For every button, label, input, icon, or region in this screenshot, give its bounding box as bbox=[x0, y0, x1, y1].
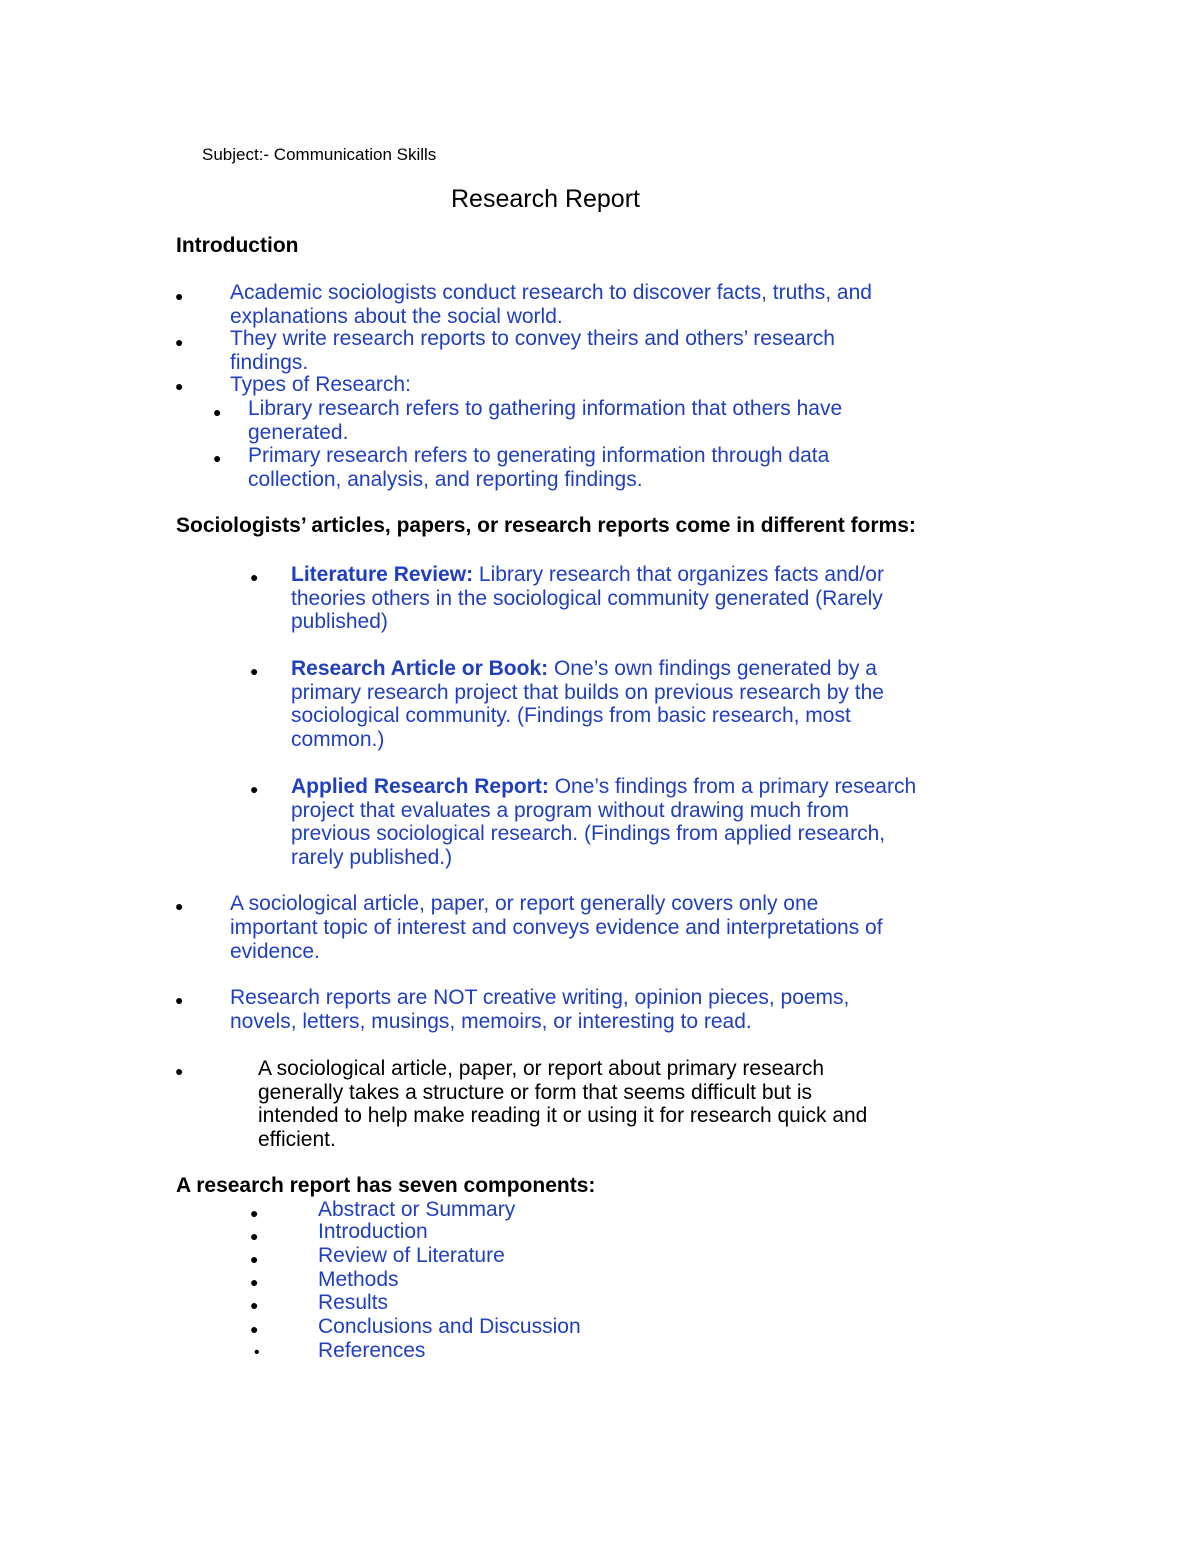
list-item: important topic of interest and conveys evidence and interpretations of evidence. bbox=[230, 916, 883, 963]
list-item: Library research refers to gathering information that others have generated. bbox=[248, 397, 843, 444]
list-item: Research Article or Book: One’s own findings generated by a primary research project that builds on previous research by the sociological community. (Findings from basic research, most common.) bbox=[291, 657, 884, 751]
bullet-icon: ● bbox=[250, 1297, 259, 1313]
list-item: Applied Research Report: One’s findings from a primary research project that evaluates a program without drawing much from previous sociological research. (Findings from applied research, rarely published.) bbox=[291, 775, 917, 869]
list-item: Literature Review: Library research that organizes facts and/or theories others in the sociological community generated (Rarely published) bbox=[291, 563, 884, 633]
list-item: Review of Literature bbox=[318, 1244, 505, 1267]
bullet-icon: ● bbox=[175, 992, 184, 1008]
bullet-icon: ● bbox=[175, 334, 184, 350]
list-item-clipped: A sociological article, paper, or report generally covers only one bbox=[230, 892, 819, 915]
list-item: Types of Research: bbox=[230, 373, 411, 396]
bullet-icon: ● bbox=[175, 1063, 184, 1079]
list-item: Academic sociologists conduct research to discover facts, truths, and explanations about the social world. bbox=[230, 281, 872, 328]
page-title: Research Report bbox=[451, 185, 640, 213]
list-item: References bbox=[318, 1339, 426, 1362]
list-item: Research reports are NOT creative writing, opinion pieces, poems, novels, letters, musings, memoirs, or interesting to read. bbox=[230, 986, 850, 1033]
bullet-icon: ● bbox=[213, 404, 222, 420]
list-item: Methods bbox=[318, 1268, 399, 1291]
components-heading: A research report has seven components: bbox=[176, 1174, 596, 1197]
intro-heading: Introduction bbox=[176, 234, 299, 257]
bullet-icon: • bbox=[254, 1344, 260, 1361]
bullet-icon: ● bbox=[250, 1205, 259, 1221]
bullet-icon: ● bbox=[250, 1321, 259, 1337]
list-item: They write research reports to convey theirs and others’ research findings. bbox=[230, 327, 835, 374]
bullet-icon: ● bbox=[175, 898, 184, 914]
list-item: Introduction bbox=[318, 1220, 428, 1243]
list-item: Abstract or Summary bbox=[318, 1198, 516, 1221]
list-item: A sociological article, paper, or report about primary research generally takes a structure or form that seems difficult but is intended to help make reading it or using it for research quick and efficient. bbox=[258, 1057, 868, 1151]
subject-line: Subject:- Communication Skills bbox=[202, 145, 437, 164]
bullet-icon: ● bbox=[250, 569, 259, 585]
forms-heading: Sociologists’ articles, papers, or research reports come in different forms: bbox=[176, 514, 916, 537]
bullet-icon: ● bbox=[175, 288, 184, 304]
list-item: Results bbox=[318, 1291, 389, 1314]
bullet-icon: ● bbox=[250, 1274, 259, 1290]
bullet-icon: ● bbox=[213, 450, 222, 466]
bullet-icon: ● bbox=[175, 378, 184, 394]
list-item: Conclusions and Discussion bbox=[318, 1315, 581, 1338]
bullet-icon: ● bbox=[250, 781, 259, 797]
bullet-icon: ● bbox=[250, 1251, 259, 1267]
list-item: Primary research refers to generating information through data collection, analysis, and reporting findings. bbox=[248, 444, 830, 491]
bullet-icon: ● bbox=[250, 663, 259, 679]
bullet-icon: ● bbox=[250, 1228, 259, 1244]
